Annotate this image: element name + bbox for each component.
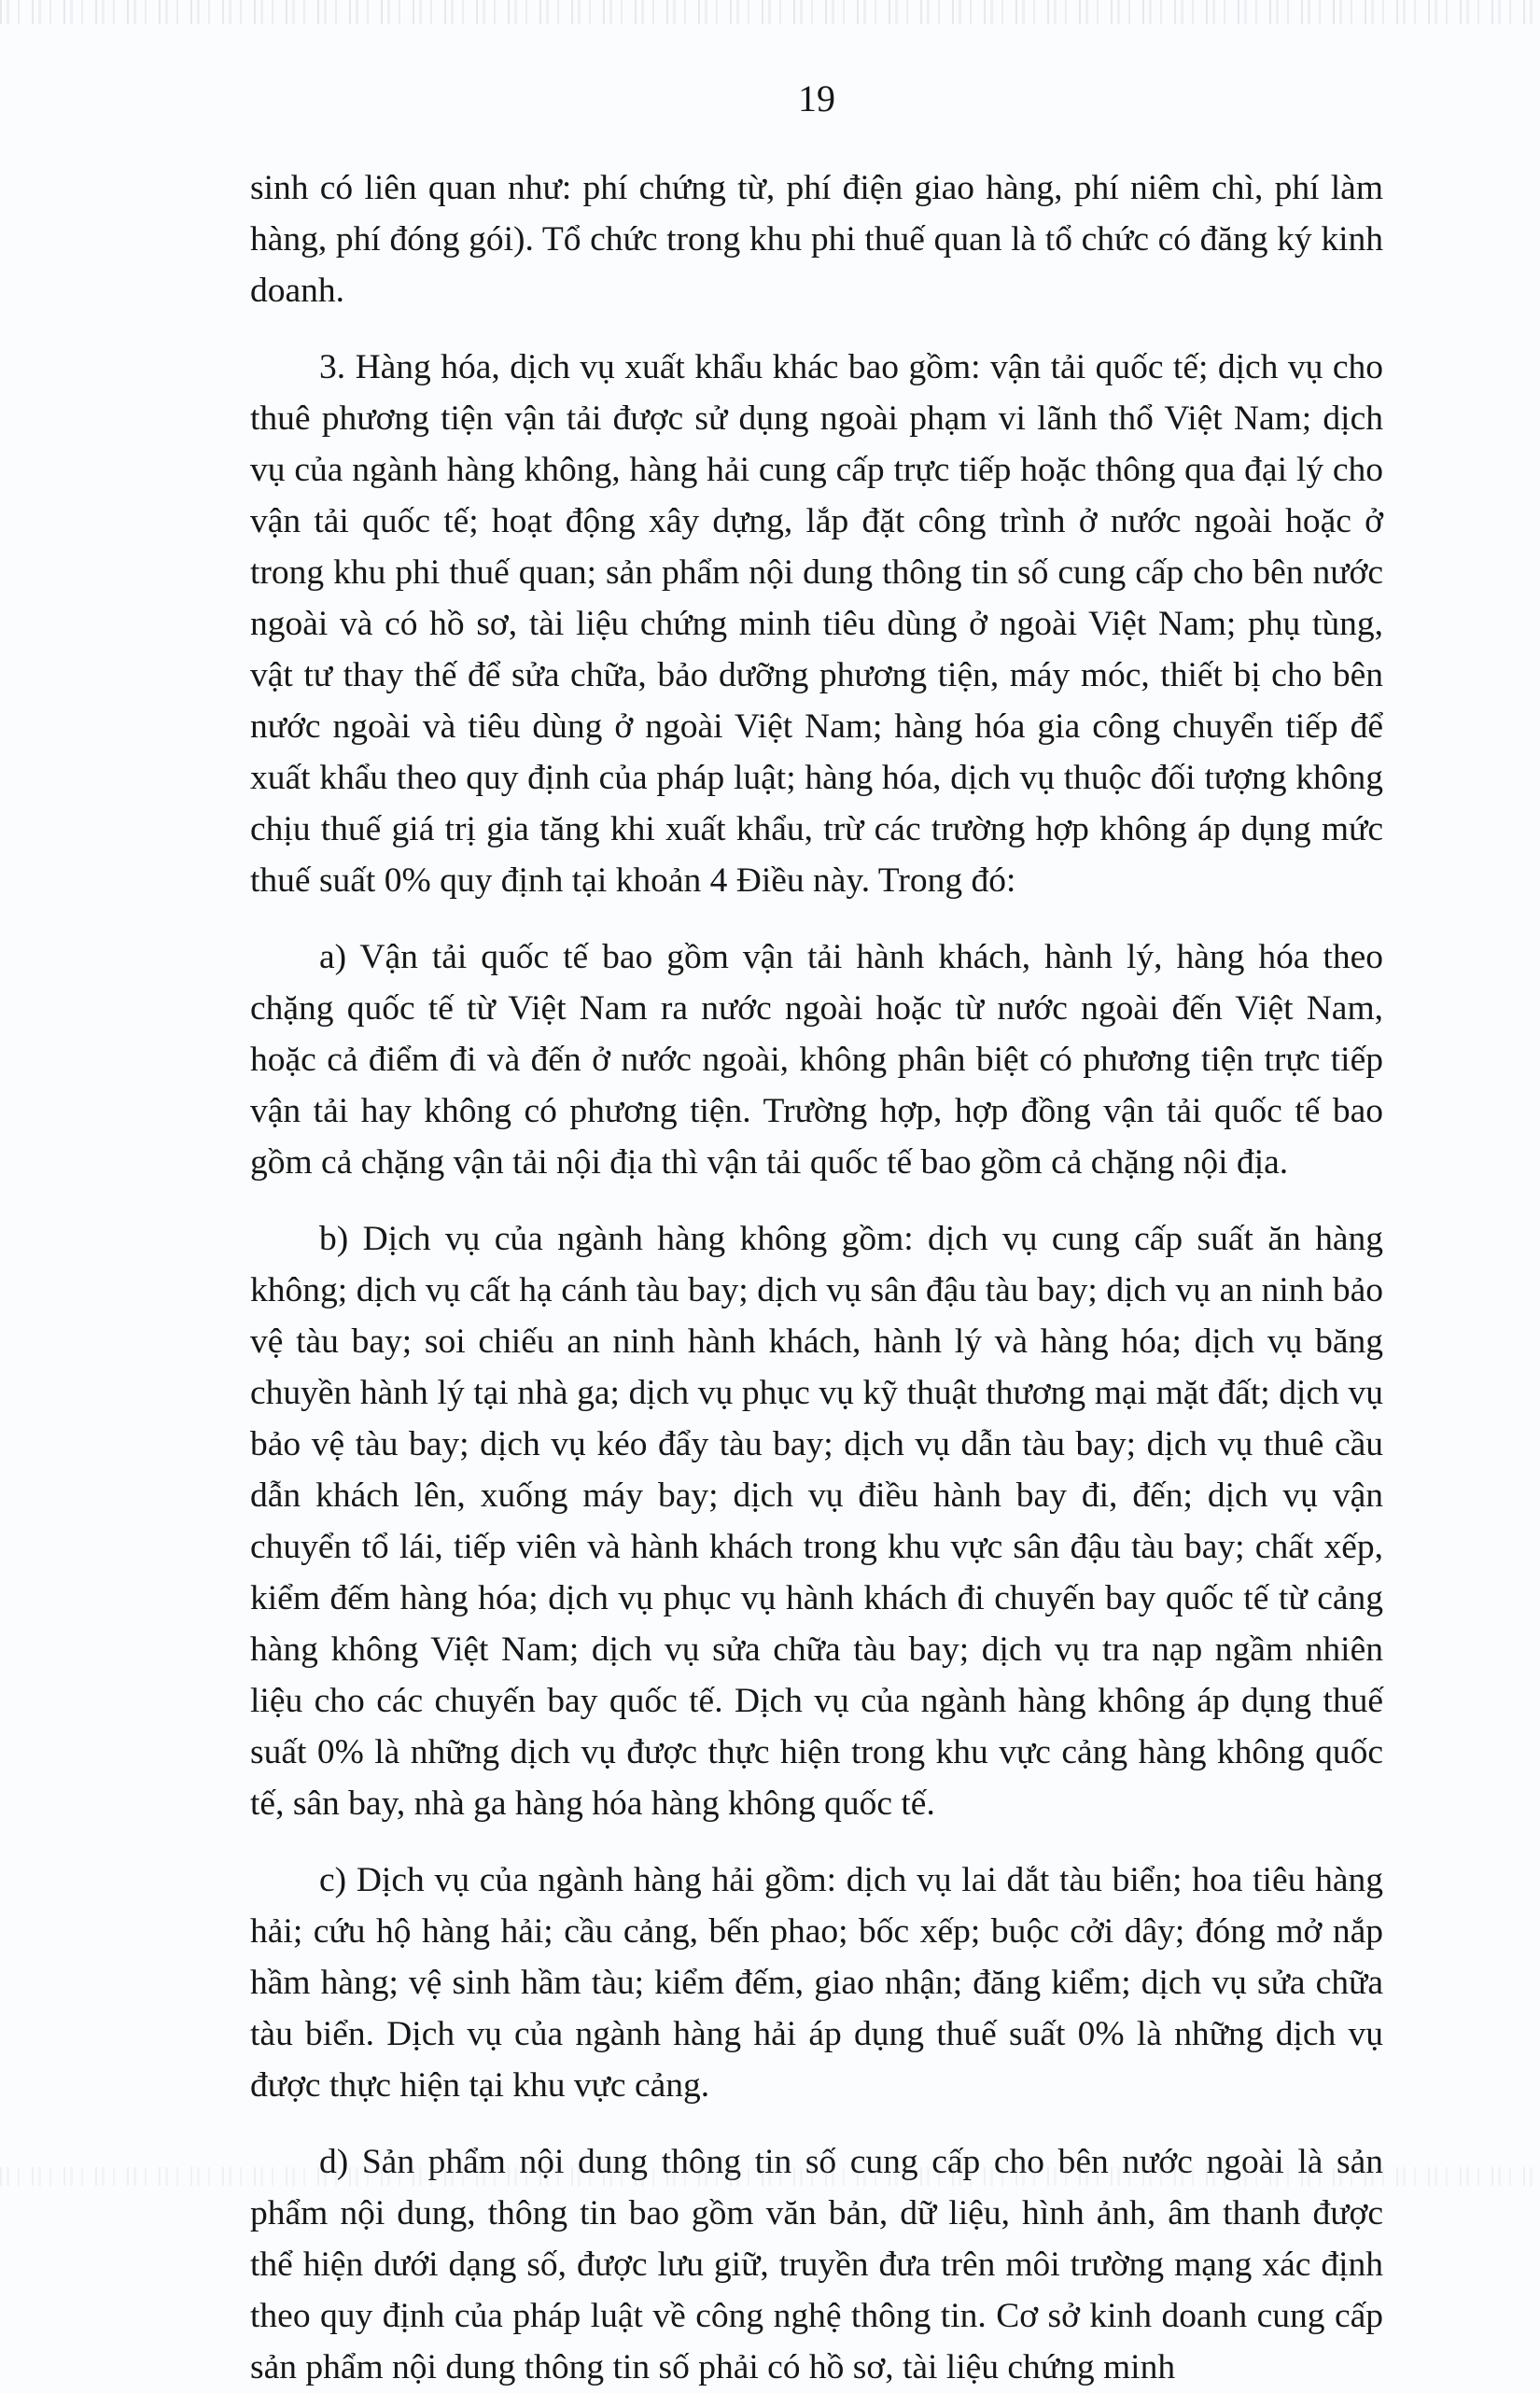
paragraph-point-a: a) Vận tải quốc tế bao gồm vận tải hành khách, hành lý, hàng hóa theo chặng quốc tế từ Việt Nam ra nước ngoài hoặc từ nước ngoài đến Việt Nam, hoặc cả điểm đi và đến ở nước ngoài, không phân biệt có phương tiện trực tiếp vận tải hay không có phương tiện. Trường hợp, hợp đồng vận tải quốc tế bao gồm cả chặng vận tải nội địa thì vận tải quốc tế bao gồm cả chặng nội địa. [250,938,1383,1182]
paragraph-point-d: d) Sản phẩm nội dung thông tin số cung cấp cho bên nước ngoài là sản phẩm nội dung, thông tin bao gồm văn bản, dữ liệu, hình ảnh, âm thanh được thể hiện dưới dạng số, được lưu giữ, truyền đưa trên môi trường mạng xác định theo quy định của pháp luật về công nghệ thông tin. Cơ sở kinh doanh cung cấp sản phẩm nội dung thông tin số phải có hồ sơ, tài liệu chứng minh [250,2143,1383,2386]
paragraph-continuation: sinh có liên quan như: phí chứng từ, phí điện giao hàng, phí niêm chì, phí làm hàng, phí đóng gói). Tổ chức trong khu phi thuế quan là tổ chức có đăng ký kinh doanh. [250,169,1383,310]
page-number: 19 [798,77,835,119]
paragraph-point-c: c) Dịch vụ của ngành hàng hải gồm: dịch vụ lai dắt tàu biển; hoa tiêu hàng hải; cứu hộ hàng hải; cầu cảng, bến phao; bốc xếp; buộc cởi dây; đóng mở nắp hầm hàng; vệ sinh hầm tàu; kiểm đếm, giao nhận; đăng kiểm; dịch vụ sửa chữa tàu biển. Dịch vụ của ngành hàng hải áp dụng thuế suất 0% là những dịch vụ được thực hiện tại khu vực cảng. [250,1861,1383,2105]
document-body [250,162,1383,2393]
paragraph-clause-3: 3. Hàng hóa, dịch vụ xuất khẩu khác bao gồm: vận tải quốc tế; dịch vụ cho thuê phương tiện vận tải được sử dụng ngoài phạm vi lãnh thổ Việt Nam; dịch vụ của ngành hàng không, hàng hải cung cấp trực tiếp hoặc thông qua đại lý cho vận tải quốc tế; hoạt động xây dựng, lắp đặt công trình ở nước ngoài hoặc ở trong khu phi thuế quan; sản phẩm nội dung thông tin số cung cấp cho bên nước ngoài và có hồ sơ, tài liệu chứng minh tiêu dùng ở ngoài Việt Nam; phụ tùng, vật tư thay thế để sửa chữa, bảo dưỡng phương tiện, máy móc, thiết bị cho bên nước ngoài và tiêu dùng ở ngoài Việt Nam; hàng hóa gia công chuyển tiếp để xuất khẩu theo quy định của pháp luật; hàng hóa, dịch vụ thuộc đối tượng không chịu thuế giá trị gia tăng khi xuất khẩu, trừ các trường hợp không áp dụng mức thuế suất 0% quy định tại khoản 4 Điều này. Trong đó: [250,348,1383,900]
paragraph-point-b: b) Dịch vụ của ngành hàng không gồm: dịch vụ cung cấp suất ăn hàng không; dịch vụ cất hạ cánh tàu bay; dịch vụ sân đậu tàu bay; dịch vụ an ninh bảo vệ tàu bay; soi chiếu an ninh hành khách, hành lý và hàng hóa; dịch vụ băng chuyền hành lý tại nhà ga; dịch vụ phục vụ kỹ thuật thương mại mặt đất; dịch vụ bảo vệ tàu bay; dịch vụ kéo đẩy tàu bay; dịch vụ dẫn tàu bay; dịch vụ thuê cầu dẫn khách lên, xuống máy bay; dịch vụ điều hành bay đi, đến; dịch vụ vận chuyển tổ lái, tiếp viên và hành khách trong khu vực sân đậu tàu bay; chất xếp, kiểm đếm hàng hóa; dịch vụ phục vụ hành khách đi chuyến bay quốc tế từ cảng hàng không Việt Nam; dịch vụ sửa chữa tàu bay; dịch vụ tra nạp ngầm nhiên liệu cho các chuyến bay quốc tế. Dịch vụ của ngành hàng không áp dụng thuế suất 0% là những dịch vụ được thực hiện trong khu vực cảng hàng không quốc tế, sân bay, nhà ga hàng hóa hàng không quốc tế. [250,1220,1383,1823]
